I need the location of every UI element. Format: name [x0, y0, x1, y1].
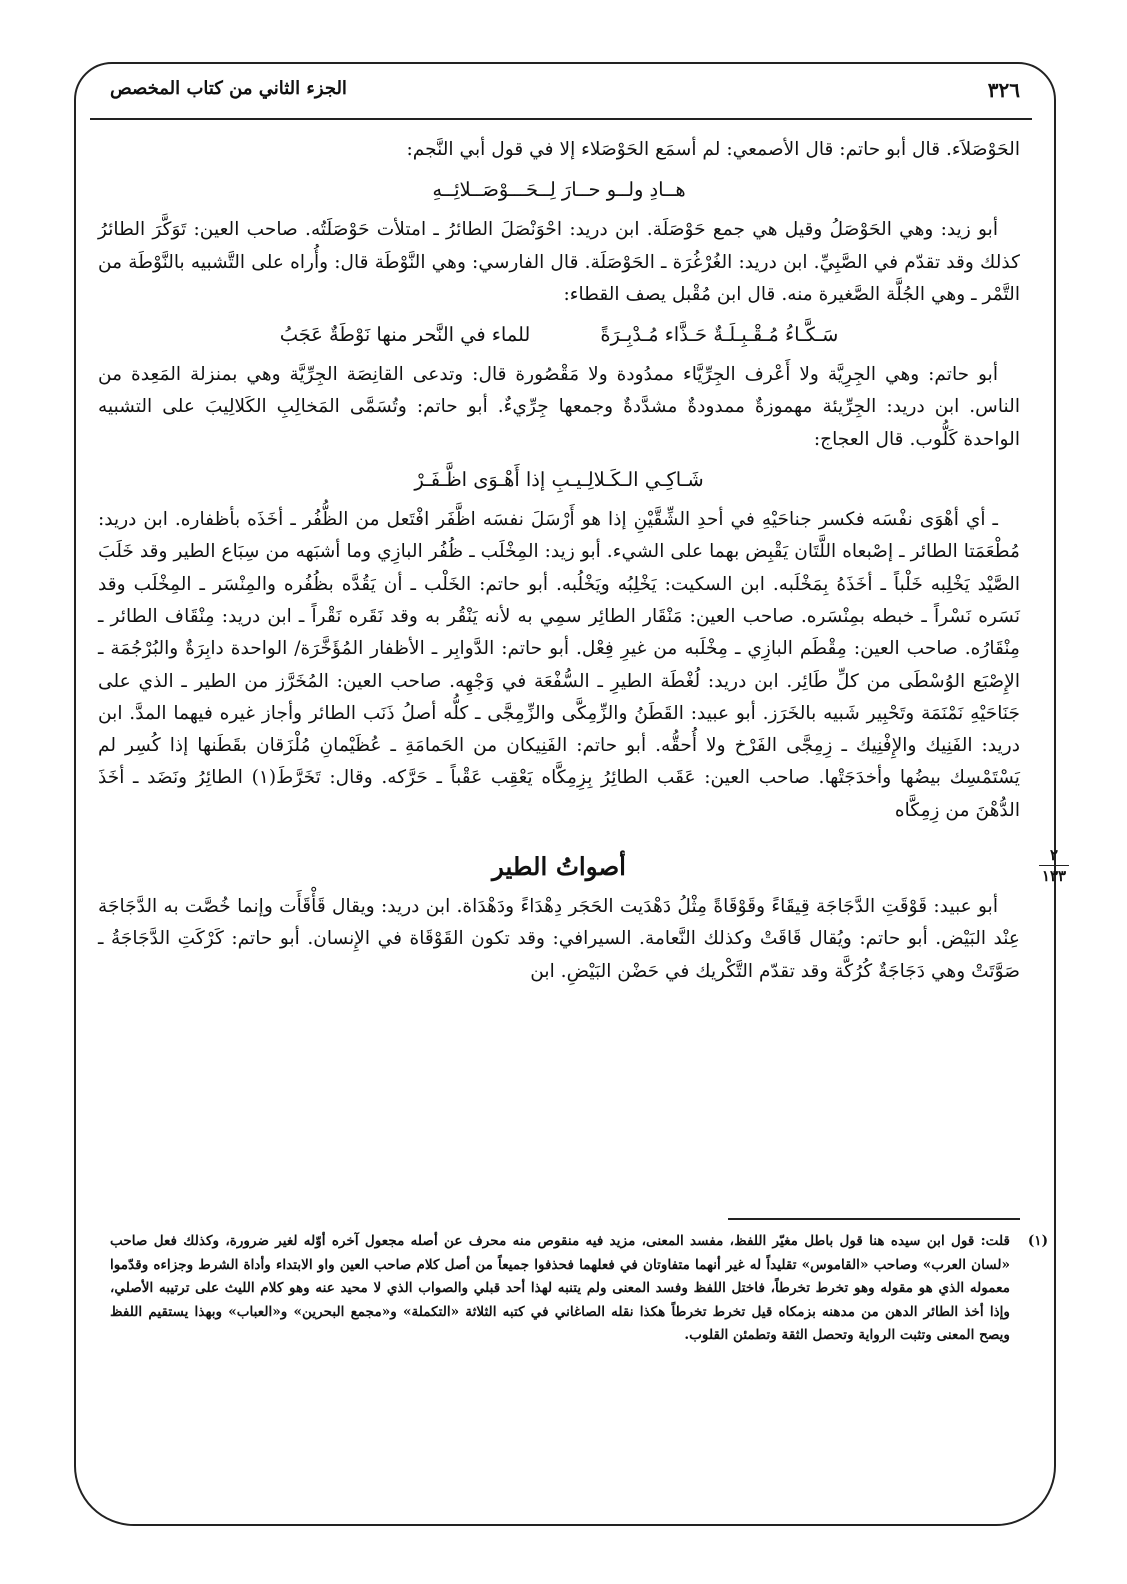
paragraph: أبو حاتم: وهي الجِرِيَّة ولا أَعْرف الجِرِّيَّاء ممدُودة ولا مَقْصُورة قال: وتدعى القانِصَة الجِرِّيَّة وهي بمنزلة المَعِدة من الناس. ابن دريد: الجِرِّيئة مهموزةٌ ممدودةٌ مشدَّدةٌ وجمعها جِرِّيءٌ. أبو حاتم: وتُسَمَّى المَخالِبِ الكَلالِيبَ على التشبيه الواحدة كَلُّوب. قال العجاج:: [98, 364, 1020, 450]
paragraph: الحَوْصَلاَء. قال أبو حاتم: قال الأصمعي: لم أسمَع الحَوْصَلاء إلا في قول أبي النَّجم:: [406, 139, 1020, 160]
verse: شَـاكِـي الـكَـلالِـيـبِ إذا أَهْـوَى اظَّـفَـرْ: [414, 468, 704, 492]
verse-hemistich-first: سَـكَّـاءُ مُـقْـبِـلَـةٌ حَـذَّاء مُـدْبِـرَةً: [600, 323, 839, 347]
page-number: ٣٢٦: [987, 78, 1020, 102]
running-title: الجزء الثاني من كتاب المخصص: [110, 78, 347, 99]
footnote-text: قلت: قول ابن سيده هنا قول باطل مغيّر اللفظ، مفسد المعنى، مزيد فيه منقوص منه محرف عن أصله مجعول آخره أوّله لغير ضرورة، وكذلك فعل صاحب «لسان العرب» وصاحب «القاموس» تقليداً له غير أنهما متفاوتان في فعلهما فحذفوا جميعاً من أصل كلام صاحب العين واو الابتداء وأداة الشرط وجزاءه وقدّموا معموله الذي هو مقوله وهو تخرط تخرطاً، فاختل اللفظ وفسد المعنى ولم يتنبه لهذا أحد قبلي والصواب الذي لا محيد عنه وهو كلام الليث على ترتيبه الأصلي، وإذا أخذ الطائر الدهن من مدهنه بزمكاه قيل تخرط تخرطاً هكذا نقله الصاغاني في كتبه الثلاثة «التكملة» و«مجمع البحرين» و«العباب» وبهذا يستقيم اللفظ ويصح المعنى وتثبت الرواية وتحصل الثقة وتطمئن القلوب.: [110, 1233, 1010, 1343]
main-text: [98, 134, 1020, 988]
header-rule: [90, 118, 1032, 120]
footnote-rule: [728, 1218, 1020, 1220]
paragraph: ـ أي أهْوَى نفْسَه فكسر جناحَيْهِ في أحدِ الشِّقَّيْنِ إذا هو أَرْسَلَ نفسَه اظَّفَر افْتَعل من الظُّفُر ـ أخَذَه بأظفاره. ابن دريد: مُطْعَمَتا الطائر ـ إصْبعاه اللَّتَان يَقْبِض بهما على الشيء. أبو زيد: المِخْلَب ـ ظُفُر البازِي وما أشبَهه من سِبَاع الطير وقد خَلَبَ الصَّيْد يَخْلِبه خَلْباً ـ أخَذَهُ بِمَخْلَبه. ابن السكيت: يَخْلِبُه ويَخْلُبه. أبو حاتم: الخَلْب ـ أن يَقُدَّه بظُفُره والمِنْسَر ـ المِخْلَب وقد نَسَره نَسْراً ـ خبطه بمِنْسَره. صاحب العين: مَنْقَار الطائِر سمِي به لأنه يَنْقُر به وقد نَقَره نَقْراً ـ ابن دريد: مِنْقَاف الطائر ـ مِنْقَارُه. صاحب العين: مِقْطَم البازِي ـ مِخْلَبه من غيرِ فِعْل. أبو حاتم: الدَّوابِر ـ الأظفار المُؤَخَّرَة/ الواحدة دابِرَةٌ والبُرْجُمَة ـ الإِصْبَع الوُسْطَى من كلِّ طَائِر. ابن دريد: لُغْطَة الطيرِ ـ السُّفْعَة في وَجْهِه. صاحب العين: المُخَرَّز من الطير ـ الذي على جَنَاحَيْهِ نَمْنَمَة وتَحْبِير شَبيه بالخَرَز. أبو عبيد: القَطَنُ والزِّمِكَّى والزِّمِجَّى ـ كلُّه أصلُ ذَنَب الطائر وأجاز غيره فيهما المدَّ. ابن دريد: الفَنِيك والإِفْنِيك ـ زِمِجَّى الفَرْخ ولا أُحقُّه. أبو حاتم: الفَنِيكان من الحَمامَةِ ـ عُظَيْمانِ مُلْزَقان بقَطَنها إذا كُسِر لم يَسْتَمْسِك بيضُها وأخدَجَتْها. صاحب العين: عَقَب الطائِرُ بِزِمِكَّاه يَعْقِب عَقْباً ـ حَرَّكه. وقال: تَخَرَّطَ(١) الطائِرُ ونَضَد ـ أخَذَ الدُّهْنَ من زِمِكَّاه: [98, 509, 1020, 821]
verse-couplet: [98, 317, 1020, 353]
margin-folio-note: [1034, 847, 1074, 884]
margin-note-bottom: ١٣٣: [1041, 867, 1067, 885]
paragraph: أبو عبيد: قَوْقَتِ الدَّجَاجَة قِيقَاءً وقَوْقَاةً مِثْلُ دَهْدَيت الحَجَر دِهْدَاءً ودَهْدَاة. ابن دريد: ويقال قَأْقَأَت وإنما خُصَّت به الدَّجَاجَة عِنْد البَيْض. أبو حاتم: ويُقال قَاقَتْ وكذلك النَّعامة. السيرافي: وقد تكون القَوْقَاة في الإِنسان. أبو حاتم: كَرْكَتِ الدَّجَاجَةُ ـ صَوَّتَتْ وهي دَجَاجَةٌ كُرُكَّة وقد تقدّم التَّكْريك في حَضْن البَيْضِ. ابن: [98, 896, 1020, 982]
margin-note-top: ٢: [1049, 846, 1059, 864]
footnote: [110, 1230, 1048, 1348]
footnote-marker: (١): [1027, 1233, 1048, 1249]
verse-hemistich-second: للماء في النَّحر منها نَوْطَةٌ عَجَبُ: [279, 323, 531, 347]
margin-note-bar: [1039, 865, 1069, 866]
verse: هــادِ ولــو حــارَ لِــحَـــوْصَــلائِــهِ: [432, 178, 686, 202]
section-title: أصواتُ الطير: [492, 852, 626, 882]
paragraph: أبو زيد: وهي الحَوْصَلُ وقيل هي جمع حَوْصَلَة. ابن دريد: احْوَنْصَلَ الطائرُ ـ امتلأت حَوْصَلَتُه. صاحب العين: تَوَكَّرَ الطائرُ كذلك وقد تقدّم في الصَّبِيِّ. ابن دريد: الغُرْغُرَة ـ الحَوْصَلَة. قال الفارسي: وهي النَّوْطَة قال: وأُراه على التَّشبيه بالنَّوْطَة من التَّمْر ـ وهي الجُلَّة الصَّغيرة منه. قال ابن مُقْبل يصف القطاء:: [98, 219, 1020, 305]
page-header: [96, 72, 1030, 112]
